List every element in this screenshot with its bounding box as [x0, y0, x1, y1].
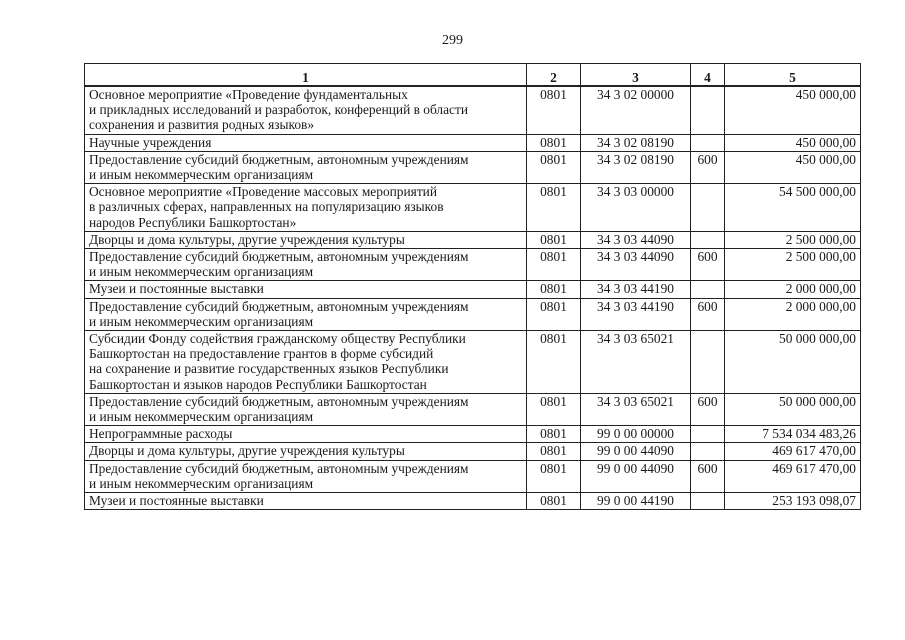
- row-vid-cell: [691, 331, 725, 394]
- row-name-cell: Музеи и постоянные выставки: [85, 281, 527, 298]
- row-section-cell: 0801: [527, 443, 581, 460]
- row-vid-cell: [691, 443, 725, 460]
- row-target-cell: 34 3 03 44190: [581, 298, 691, 330]
- row-amount-cell: 2 000 000,00: [725, 281, 861, 298]
- row-vid-cell: 600: [691, 151, 725, 183]
- row-vid-cell: [691, 426, 725, 443]
- table-header: [85, 64, 861, 87]
- row-name-cell: Дворцы и дома культуры, другие учреждения культуры: [85, 231, 527, 248]
- row-target-cell: 34 3 03 44190: [581, 281, 691, 298]
- row-section-cell: 0801: [527, 281, 581, 298]
- table-row: [85, 298, 861, 330]
- row-name-cell: Основное мероприятие «Проведение фундаментальных и прикладных исследований и разработок, конференций в области сохранения и развития родных языков»: [85, 86, 527, 134]
- header-col-5: 5: [725, 64, 861, 87]
- row-vid-cell: 600: [691, 393, 725, 425]
- table-body: [85, 86, 861, 510]
- page-number: 299: [442, 33, 463, 48]
- row-target-cell: 34 3 03 44090: [581, 231, 691, 248]
- row-section-cell: 0801: [527, 151, 581, 183]
- row-section-cell: 0801: [527, 249, 581, 281]
- row-amount-cell: 469 617 470,00: [725, 460, 861, 492]
- row-target-cell: 99 0 00 44090: [581, 460, 691, 492]
- row-vid-cell: [691, 134, 725, 151]
- row-section-cell: 0801: [527, 493, 581, 510]
- row-section-cell: 0801: [527, 86, 581, 134]
- row-section-cell: 0801: [527, 426, 581, 443]
- row-amount-cell: 253 193 098,07: [725, 493, 861, 510]
- table-row: [85, 493, 861, 510]
- row-vid-cell: [691, 281, 725, 298]
- row-name-cell: Предоставление субсидий бюджетным, автономным учреждениям и иным некоммерческим организациям: [85, 249, 527, 281]
- table-row: [85, 249, 861, 281]
- table-row: [85, 460, 861, 492]
- row-amount-cell: 2 000 000,00: [725, 298, 861, 330]
- row-target-cell: 34 3 03 00000: [581, 184, 691, 232]
- row-name-cell: Предоставление субсидий бюджетным, автономным учреждениям и иным некоммерческим организациям: [85, 298, 527, 330]
- row-vid-cell: [691, 493, 725, 510]
- row-amount-cell: 54 500 000,00: [725, 184, 861, 232]
- row-section-cell: 0801: [527, 184, 581, 232]
- row-amount-cell: 450 000,00: [725, 151, 861, 183]
- row-vid-cell: 600: [691, 460, 725, 492]
- row-name-cell: Музеи и постоянные выставки: [85, 493, 527, 510]
- row-vid-cell: 600: [691, 249, 725, 281]
- row-target-cell: 99 0 00 00000: [581, 426, 691, 443]
- table-row: [85, 426, 861, 443]
- row-section-cell: 0801: [527, 298, 581, 330]
- header-col-1: 1: [85, 64, 527, 87]
- table-row: [85, 184, 861, 232]
- table-row: [85, 134, 861, 151]
- row-vid-cell: [691, 184, 725, 232]
- row-amount-cell: 7 534 034 483,26: [725, 426, 861, 443]
- row-name-cell: Предоставление субсидий бюджетным, автономным учреждениям и иным некоммерческим организациям: [85, 460, 527, 492]
- table-row: [85, 443, 861, 460]
- row-name-cell: Основное мероприятие «Проведение массовых мероприятий в различных сферах, направленных на популяризацию языков народов Республики Башкортостан»: [85, 184, 527, 232]
- header-col-2: 2: [527, 64, 581, 87]
- row-section-cell: 0801: [527, 231, 581, 248]
- row-amount-cell: 469 617 470,00: [725, 443, 861, 460]
- row-target-cell: 34 3 02 08190: [581, 151, 691, 183]
- row-target-cell: 34 3 03 65021: [581, 331, 691, 394]
- row-amount-cell: 450 000,00: [725, 86, 861, 134]
- row-target-cell: 34 3 03 65021: [581, 393, 691, 425]
- table-row: [85, 393, 861, 425]
- row-name-cell: Непрограммные расходы: [85, 426, 527, 443]
- row-amount-cell: 450 000,00: [725, 134, 861, 151]
- row-name-cell: Дворцы и дома культуры, другие учреждения культуры: [85, 443, 527, 460]
- row-vid-cell: [691, 231, 725, 248]
- row-name-cell: Субсидии Фонду содействия гражданскому обществу Республики Башкортостан на предоставление грантов в форме субсидий на сохранение и развитие государственных языков Республики Башкортостан и языков народов Республики Башкортостан: [85, 331, 527, 394]
- row-section-cell: 0801: [527, 134, 581, 151]
- row-target-cell: 34 3 02 00000: [581, 86, 691, 134]
- row-target-cell: 34 3 02 08190: [581, 134, 691, 151]
- header-col-3: 3: [581, 64, 691, 87]
- row-section-cell: 0801: [527, 393, 581, 425]
- row-target-cell: 99 0 00 44190: [581, 493, 691, 510]
- row-vid-cell: 600: [691, 298, 725, 330]
- row-name-cell: Предоставление субсидий бюджетным, автономным учреждениям и иным некоммерческим организациям: [85, 151, 527, 183]
- row-amount-cell: 2 500 000,00: [725, 231, 861, 248]
- row-section-cell: 0801: [527, 460, 581, 492]
- row-amount-cell: 50 000 000,00: [725, 393, 861, 425]
- budget-table: [84, 63, 861, 510]
- row-vid-cell: [691, 86, 725, 134]
- row-name-cell: Научные учреждения: [85, 134, 527, 151]
- header-row: [85, 64, 861, 87]
- row-amount-cell: 50 000 000,00: [725, 331, 861, 394]
- table-row: [85, 281, 861, 298]
- table-row: [85, 151, 861, 183]
- table-row: [85, 86, 861, 134]
- row-section-cell: 0801: [527, 331, 581, 394]
- row-amount-cell: 2 500 000,00: [725, 249, 861, 281]
- row-name-cell: Предоставление субсидий бюджетным, автономным учреждениям и иным некоммерческим организациям: [85, 393, 527, 425]
- row-target-cell: 99 0 00 44090: [581, 443, 691, 460]
- row-target-cell: 34 3 03 44090: [581, 249, 691, 281]
- table-row: [85, 331, 861, 394]
- table-row: [85, 231, 861, 248]
- header-col-4: 4: [691, 64, 725, 87]
